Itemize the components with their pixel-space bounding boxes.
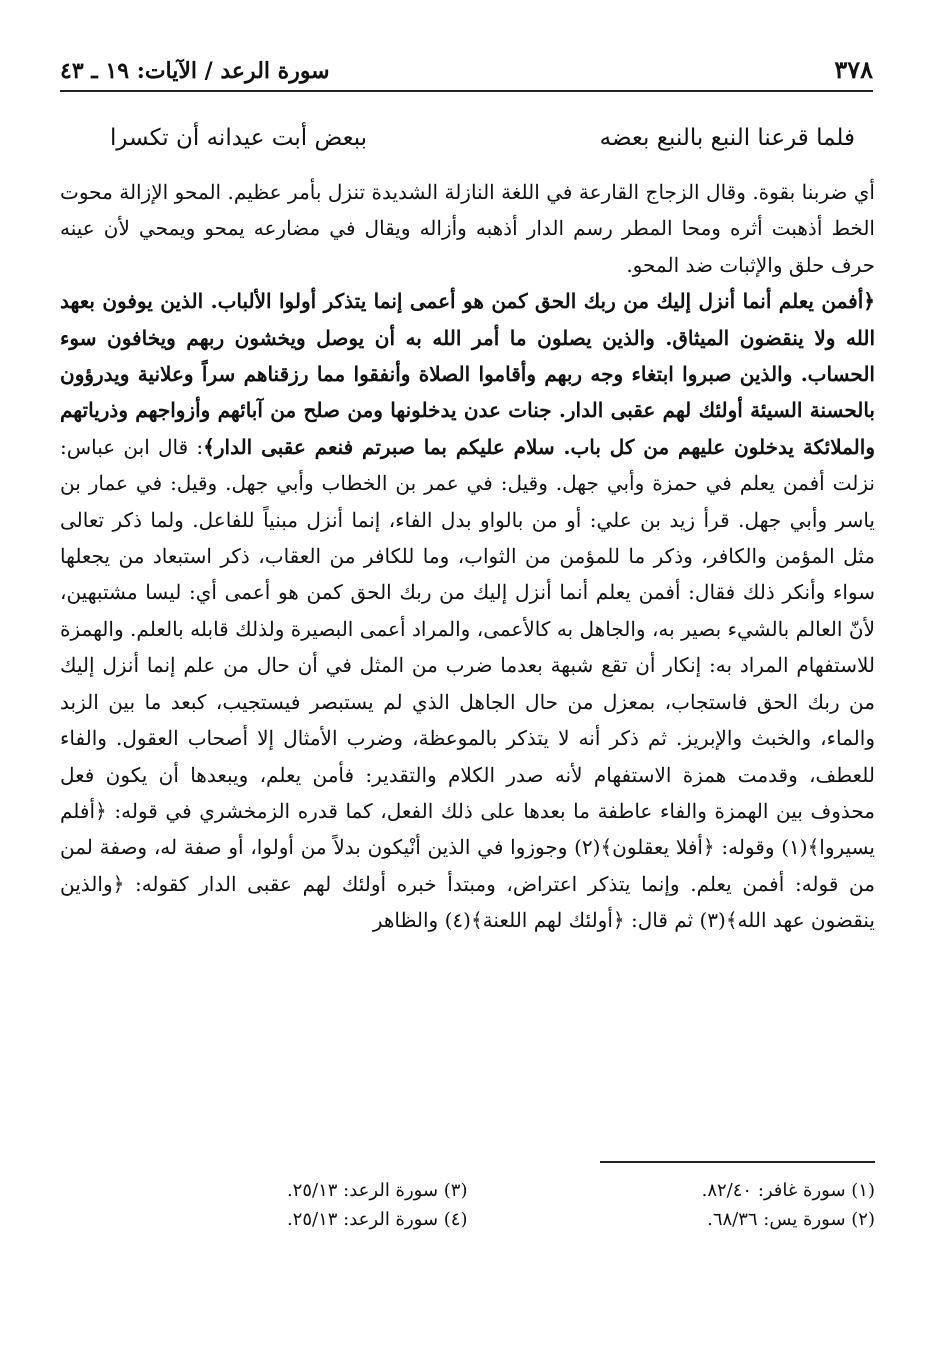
quran-passage: ﴿أفمن يعلم أنما أنزل إليك من ربك الحق كمن هو أعمى إنما يتذكر أولوا الألباب. الذين يوفون بعهد الله ولا ينقضون الميثاق. والذين يصلون ما أمر الله به أن يوصل ويخشون ربهم ويخافون سوء الحساب. والذين صبروا ابتغاء وجه ربهم وأقاموا الصلاة وأنفقوا مما رزقناهم سراً وعلانية ويدرؤون بالحسنة السيئة أولئك لهم عقبى الدار. جنات عدن يدخلونها ومن صلح من آبائهم وأزواجهم وذرياتهم والملائكة يدخلون عليهم من كل باب. سلام عليكم بما صبرتم فنعم عقبى الدار﴾ <box>60 289 875 459</box>
footnote-separator <box>600 1161 875 1163</box>
footnotes <box>60 1180 875 1230</box>
footnote-3: (٣) سورة الرعد: ٢٥/١٣. <box>286 1180 468 1201</box>
paragraph-lexical: أي ضربنا بقوة. وقال الزجاج القارعة في اللغة النازلة الشديدة تنزل بأمر عظيم. المحو الإزالة محوت الخط أذهبت أثره ومحا المطر رسم الدار أذهبه وأزاله ويقال في مضارعه يمحو ويمحي لأن عينه حرف حلق والإثبات ضد المحو. <box>60 180 875 277</box>
verse-first-hemistich: فلما قرعنا النبع بالنبع بعضه <box>599 125 855 151</box>
verse-second-hemistich: ببعض أبت عيدانه أن تكسرا <box>110 125 368 151</box>
running-title: سورة الرعد / الآيات: ١٩ ـ ٤٣ <box>60 58 330 84</box>
paragraph-quran-commentary <box>60 283 875 938</box>
footnote-1: (١) سورة غافر: ٨٢/٤٠. <box>701 1180 875 1201</box>
commentary-text: : قال ابن عباس: نزلت أفمن يعلم في حمزة وأبي جهل. وقيل: في عمر بن الخطاب وأبي جهل. وقيل: في عمار بن ياسر وأبي جهل. قرأ زيد بن علي: أو من بالواو بدل الفاء، إنما أنزل مبنياً للفاعل. ولما ذكر تعالى مثل المؤمن والكافر، وذكر ما للمؤمن من الثواب، وما للكافر من العقاب، ذكر استبعاد من يجعلها سواء وأنكر ذلك فقال: أفمن يعلم أنما أنزل إليك من ربك الحق كمن هو أعمى أي: ليسا مشتبهين، لأنّ العالم بالشيء بصير به، والجاهل به كالأعمى، والمراد أعمى البصيرة ولذلك قابله بالعلم. والهمزة للاستفهام المراد به: إنكار أن تقع شبهة بعدما ضرب من المثل في أن حال من علم إنما أنزل إليك من ربك الحق فاستجاب، بمعزل من حال الجاهل الذي لم يستبصر فيستجيب، كبعد ما بين الزبد والماء، والخبث والإبريز. ثم ذكر أنه لا يتذكر بالموعظة، وضرب الأمثال إلا أصحاب العقول. والفاء للعطف، وقدمت همزة الاستفهام لأنه صدر الكلام والتقدير: فأمن يعلم، ويبعدها أن يكون فعل محذوف بين الهمزة والفاء عاطفة ما بعدها على ذلك الفعل، كما قدره الزمخشري في قوله: ﴿أفلم يسيروا﴾(١) وقوله: ﴿أفلا يعقلون﴾(٢) وجوزوا في الذين أنْيكون بدلاً من أولوا، أو صفة له، وصفة لمن من قوله: أفمن يعلم. وإنما يتذكر اعتراض، ومبتدأ خبره أولئك لهم عقبى الدار كقوله: ﴿والذين ينقضون عهد الله﴾(٣) ثم قال: ﴿أولئك لهم اللعنة﴾(٤) والظاهر <box>60 434 875 933</box>
page-number: ٣٧٨ <box>834 55 873 84</box>
poetry-verse <box>110 125 855 151</box>
footnote-2: (٢) سورة يس: ٦٨/٣٦. <box>707 1209 875 1230</box>
page-header <box>60 52 873 92</box>
footnote-4: (٤) سورة الرعد: ٢٥/١٣. <box>286 1209 468 1230</box>
main-text <box>60 174 875 939</box>
